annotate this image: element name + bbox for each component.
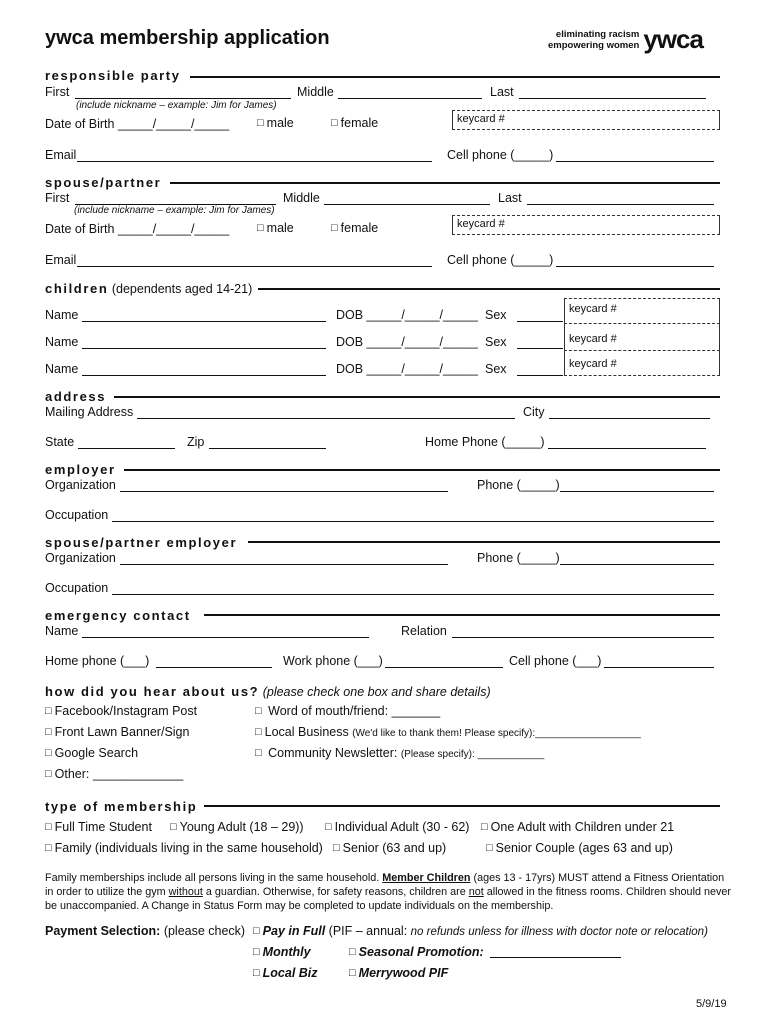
merrywood-label: Merrywood PIF xyxy=(358,966,449,980)
student-label: Full Time Student xyxy=(54,820,152,834)
spouse-middle-field[interactable] xyxy=(324,204,490,205)
first-name-field[interactable] xyxy=(75,98,291,99)
middle-label: Middle xyxy=(297,85,334,99)
employer-phone-field[interactable] xyxy=(560,491,714,492)
home-phone-label: Home Phone (_____) xyxy=(425,435,545,449)
individual-option[interactable] xyxy=(325,820,469,834)
section-rule xyxy=(190,76,720,78)
word-label: Word of mouth/friend: _______ xyxy=(268,704,441,718)
nickname-note: (include nickname – example: Jim for James) xyxy=(74,205,275,216)
last-label: Last xyxy=(498,191,522,205)
child-sex-label: Sex xyxy=(485,362,507,376)
cell-field[interactable] xyxy=(556,161,714,162)
state-label: State xyxy=(45,435,75,449)
keycard-label: keycard # xyxy=(457,218,505,230)
checkbox-icon[interactable]: □ xyxy=(255,726,262,738)
section-rule xyxy=(258,288,720,290)
family-label: Family (individuals living in the same household) xyxy=(54,841,323,855)
keycard-label: keycard # xyxy=(569,333,617,345)
dob-field[interactable]: Date of Birth _____/_____/_____ xyxy=(45,222,230,236)
occupation-label: Occupation xyxy=(45,581,109,595)
note-text: Family memberships include all persons living in the same household. xyxy=(45,872,383,884)
occupation-label: Occupation xyxy=(45,508,109,522)
state-field[interactable] xyxy=(78,448,175,449)
checkbox-icon[interactable]: □ xyxy=(333,842,340,854)
young-adult-label: Young Adult (18 – 29)) xyxy=(179,820,304,834)
emergency-name-field[interactable] xyxy=(82,637,369,638)
one-adult-option[interactable] xyxy=(481,820,674,834)
checkbox-icon[interactable]: □ xyxy=(349,967,356,979)
payment-row xyxy=(45,924,245,938)
child-name-label: Name xyxy=(45,362,79,376)
senior-couple-option[interactable] xyxy=(486,841,673,855)
last-label: Last xyxy=(490,85,514,99)
checkbox-icon[interactable]: □ xyxy=(257,222,264,234)
section-rule xyxy=(204,614,720,616)
organization-field[interactable] xyxy=(120,564,448,565)
note-text: a guardian. Otherwise, for safety reasons, children are xyxy=(202,886,469,898)
local-business-note: (We'd like to thank them! Please specify):___________________ xyxy=(352,728,641,739)
female-label: female xyxy=(340,221,379,235)
note-without: without xyxy=(168,886,203,898)
children-heading xyxy=(45,281,252,296)
checkbox-icon[interactable]: □ xyxy=(481,821,488,833)
employer-heading: employer xyxy=(45,462,116,477)
seasonal-label: Seasonal Promotion: xyxy=(358,945,484,959)
checkbox-icon[interactable]: □ xyxy=(486,842,493,854)
child-name-label: Name xyxy=(45,335,79,349)
checkbox-icon[interactable]: □ xyxy=(45,705,52,717)
checkbox-icon[interactable]: □ xyxy=(45,842,52,854)
section-rule xyxy=(204,805,720,807)
phone-label: Phone (_____) xyxy=(477,551,560,565)
payment-please-check: (please check) xyxy=(163,924,246,938)
pif-note: no refunds unless for illness with doctor note or relocation) xyxy=(410,926,708,938)
seasonal-field[interactable] xyxy=(490,957,621,958)
checkbox-icon[interactable]: □ xyxy=(331,117,338,129)
middle-label: Middle xyxy=(283,191,320,205)
emergency-name-label: Name xyxy=(45,624,79,638)
keycard-box[interactable] xyxy=(452,215,720,235)
note-text: allowed in the fitness rooms. Children should never be unaccompanied. A Change in Status Form may be completed to update individuals on the membership. xyxy=(45,886,731,912)
cell-field[interactable] xyxy=(556,266,714,267)
checkbox-icon[interactable]: □ xyxy=(255,747,262,759)
city-field[interactable] xyxy=(549,418,710,419)
logo-brand: ywca xyxy=(643,24,703,54)
senior-label: Senior (63 and up) xyxy=(342,841,447,855)
local-business-label: Local Business xyxy=(264,725,349,739)
male-option[interactable] xyxy=(257,116,294,130)
responsible-heading: responsible party xyxy=(45,68,181,83)
child-sex-label: Sex xyxy=(485,335,507,349)
checkbox-icon[interactable]: □ xyxy=(45,747,52,759)
section-rule xyxy=(248,541,720,543)
checkbox-icon[interactable]: □ xyxy=(325,821,332,833)
male-label: male xyxy=(266,116,294,130)
pif-annual-label: (PIF – annual: xyxy=(328,924,408,938)
child-sex-field[interactable] xyxy=(517,375,563,376)
email-field[interactable] xyxy=(77,161,432,162)
mailing-label: Mailing Address xyxy=(45,405,134,419)
payment-label: Payment Selection: xyxy=(45,924,161,938)
child-dob-field[interactable]: DOB _____/_____/_____ xyxy=(336,362,478,376)
keycard-label: keycard # xyxy=(569,358,617,370)
emergency-home-field[interactable] xyxy=(156,667,272,668)
last-name-field[interactable] xyxy=(519,98,706,99)
hear-heading xyxy=(45,684,491,699)
child-name-field[interactable] xyxy=(82,348,326,349)
email-label: Email xyxy=(45,148,77,162)
organization-label: Organization xyxy=(45,478,116,492)
emergency-cell-field[interactable] xyxy=(604,667,714,668)
children-title: children xyxy=(45,281,109,296)
cell-label: Cell phone (_____) xyxy=(447,148,554,162)
checkbox-icon[interactable]: □ xyxy=(45,726,52,738)
logo-tagline-2: empowering women xyxy=(548,39,640,51)
note-text: (ages 13 - 17yrs) MUST attend a Fitness Orientation in order to utilize the gym xyxy=(45,872,725,898)
local-business-option[interactable] xyxy=(255,725,641,739)
checkbox-icon[interactable]: □ xyxy=(349,946,356,958)
individual-label: Individual Adult (30 - 62) xyxy=(334,820,470,834)
word-of-mouth-option[interactable] xyxy=(255,704,440,718)
male-option[interactable] xyxy=(257,221,294,235)
child-name-field[interactable] xyxy=(82,375,326,376)
child-dob-field[interactable]: DOB _____/_____/_____ xyxy=(336,335,478,349)
child-sex-label: Sex xyxy=(485,308,507,322)
first-label: First xyxy=(45,85,70,99)
child-dob-field[interactable]: DOB _____/_____/_____ xyxy=(336,308,478,322)
newsletter-note: (Please specify): ____________ xyxy=(400,749,545,760)
merrywood-option[interactable] xyxy=(349,966,448,980)
middle-name-field[interactable] xyxy=(338,98,482,99)
children-subtitle: (dependents aged 14-21) xyxy=(111,282,253,296)
newsletter-label: Community Newsletter: xyxy=(268,746,398,760)
male-label: male xyxy=(266,221,294,235)
nickname-note: (include nickname – example: Jim for James) xyxy=(76,100,277,111)
checkbox-icon[interactable]: □ xyxy=(170,821,177,833)
section-rule xyxy=(114,396,720,398)
children-keycard-box[interactable] xyxy=(564,298,720,376)
one-adult-label: One Adult with Children under 21 xyxy=(490,820,675,834)
facebook-label: Facebook/Instagram Post xyxy=(54,704,198,718)
occupation-field[interactable] xyxy=(112,521,714,522)
email-field[interactable] xyxy=(77,266,432,267)
child-sex-field[interactable] xyxy=(517,348,563,349)
checkbox-icon[interactable]: □ xyxy=(255,705,262,717)
hear-note: (please check one box and share details) xyxy=(262,685,491,699)
spouse-heading: spouse/partner xyxy=(45,175,162,190)
city-label: City xyxy=(523,405,545,419)
ywca-logo xyxy=(548,24,703,55)
local-biz-option[interactable] xyxy=(253,966,318,980)
keycard-label: keycard # xyxy=(569,303,617,315)
membership-note xyxy=(45,871,735,913)
zip-field[interactable] xyxy=(209,448,326,449)
senior-couple-label: Senior Couple (ages 63 and up) xyxy=(495,841,673,855)
section-rule xyxy=(124,469,720,471)
child-sex-field[interactable] xyxy=(517,321,563,322)
emergency-work-field[interactable] xyxy=(385,667,503,668)
facebook-option[interactable] xyxy=(45,704,197,718)
family-option[interactable] xyxy=(45,841,323,855)
checkbox-icon[interactable]: □ xyxy=(331,222,338,234)
section-rule xyxy=(170,182,720,184)
lawn-sign-option[interactable] xyxy=(45,725,189,739)
note-not: not xyxy=(468,886,484,898)
emergency-cell-label: Cell phone (___) xyxy=(509,654,602,668)
female-option[interactable] xyxy=(331,116,378,130)
emergency-heading: emergency contact xyxy=(45,608,191,623)
membership-heading: type of membership xyxy=(45,799,198,814)
newsletter-option[interactable] xyxy=(255,746,544,760)
occupation-field[interactable] xyxy=(112,594,714,595)
child-name-label: Name xyxy=(45,308,79,322)
spouse-last-field[interactable] xyxy=(527,204,714,205)
senior-option[interactable] xyxy=(333,841,446,855)
spouse-employer-phone-field[interactable] xyxy=(560,564,714,565)
phone-label: Phone (_____) xyxy=(477,478,560,492)
female-option[interactable] xyxy=(331,221,378,235)
checkbox-icon[interactable]: □ xyxy=(45,768,52,780)
logo-tagline-1: eliminating racism xyxy=(555,28,640,40)
other-option[interactable] xyxy=(45,767,183,781)
emergency-work-label: Work phone (___) xyxy=(283,654,383,668)
pay-in-full-option[interactable] xyxy=(253,924,708,938)
spouse-employer-heading: spouse/partner employer xyxy=(45,535,238,550)
address-heading: address xyxy=(45,389,107,404)
relation-field[interactable] xyxy=(452,637,714,638)
google-label: Google Search xyxy=(54,746,139,760)
checkbox-icon[interactable]: □ xyxy=(45,821,52,833)
pay-in-full-label: Pay in Full xyxy=(262,924,326,938)
dob-field[interactable]: Date of Birth _____/_____/_____ xyxy=(45,117,230,131)
google-option[interactable] xyxy=(45,746,138,760)
child-name-field[interactable] xyxy=(82,321,326,322)
cell-label: Cell phone (_____) xyxy=(447,253,554,267)
home-phone-field[interactable] xyxy=(548,448,706,449)
monthly-option[interactable] xyxy=(253,945,311,959)
checkbox-icon[interactable]: □ xyxy=(257,117,264,129)
email-label: Email xyxy=(45,253,77,267)
student-option[interactable] xyxy=(45,820,152,834)
note-member-children: Member Children xyxy=(382,872,471,884)
checkbox-icon[interactable]: □ xyxy=(253,967,260,979)
mailing-address-field[interactable] xyxy=(137,418,515,419)
female-label: female xyxy=(340,116,379,130)
checkbox-icon[interactable]: □ xyxy=(253,925,260,937)
form-date: 5/9/19 xyxy=(696,998,727,1010)
relation-label: Relation xyxy=(401,624,447,638)
keycard-box[interactable] xyxy=(452,110,720,130)
other-label: Other: _____________ xyxy=(54,767,184,781)
hear-title: how did you hear about us? xyxy=(45,684,260,699)
page-title: ywca membership application xyxy=(45,27,330,49)
local-biz-label: Local Biz xyxy=(262,966,318,980)
first-label: First xyxy=(45,191,70,205)
seasonal-option[interactable] xyxy=(349,945,484,959)
emergency-home-label: Home phone (___) xyxy=(45,654,150,668)
checkbox-icon[interactable]: □ xyxy=(253,946,260,958)
zip-label: Zip xyxy=(187,435,205,449)
monthly-label: Monthly xyxy=(262,945,311,959)
young-adult-option[interactable] xyxy=(170,820,304,834)
organization-field[interactable] xyxy=(120,491,448,492)
organization-label: Organization xyxy=(45,551,116,565)
lawn-label: Front Lawn Banner/Sign xyxy=(54,725,190,739)
keycard-label: keycard # xyxy=(457,113,505,125)
